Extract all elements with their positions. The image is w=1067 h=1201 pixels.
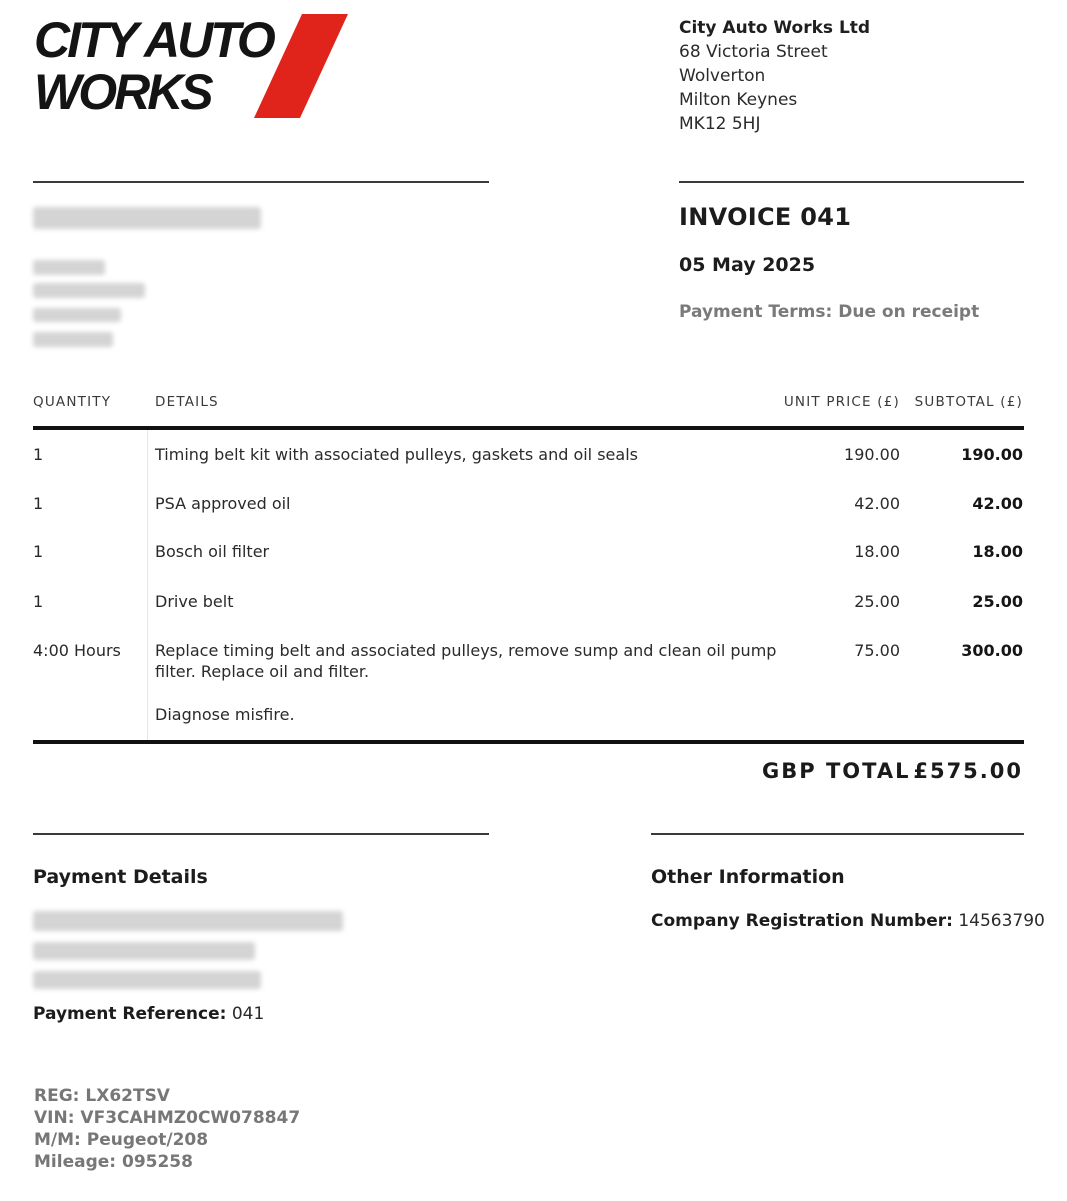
redacted-customer-address	[33, 283, 145, 298]
column-header-unit-price: UNIT PRICE (£)	[783, 394, 900, 410]
row-subtotal: 18.00	[972, 542, 1023, 561]
address-line: Wolverton	[679, 66, 766, 86]
address-line: Milton Keynes	[679, 90, 798, 110]
column-header-details: DETAILS	[155, 394, 219, 410]
row-details: PSA approved oil	[155, 494, 291, 513]
column-separator	[147, 430, 148, 742]
vehicle-reg: REG: LX62TSV	[34, 1086, 170, 1106]
company-registration	[651, 911, 1045, 931]
redacted-bank-details	[33, 942, 255, 960]
address-postcode: MK12 5HJ	[679, 114, 761, 134]
vehicle-mileage: Mileage: 095258	[34, 1152, 193, 1172]
column-header-quantity: QUANTITY	[33, 394, 112, 410]
row-subtotal: 42.00	[972, 494, 1023, 513]
company-registration-value: 14563790	[958, 911, 1045, 931]
divider	[33, 833, 489, 835]
row-unit-price: 190.00	[844, 445, 900, 464]
row-quantity: 4:00 Hours	[33, 641, 121, 660]
invoice-date: 05 May 2025	[679, 254, 816, 276]
payment-reference	[33, 1004, 264, 1024]
row-details-line: filter. Replace oil and filter.	[155, 662, 370, 681]
row-unit-price: 42.00	[854, 494, 900, 513]
address-line: 68 Victoria Street	[679, 42, 828, 62]
row-details-line: Replace timing belt and associated pulleys, remove sump and clean oil pump	[155, 641, 777, 660]
row-unit-price: 18.00	[854, 542, 900, 561]
divider	[33, 181, 489, 183]
invoice-title: INVOICE 041	[679, 203, 852, 231]
company-logo	[34, 14, 354, 122]
redacted-customer-name	[33, 207, 261, 229]
row-unit-price: 25.00	[854, 592, 900, 611]
row-details: Timing belt kit with associated pulleys, gaskets and oil seals	[155, 445, 638, 464]
row-quantity: 1	[33, 494, 44, 513]
payment-reference-label: Payment Reference:	[33, 1004, 227, 1024]
total-value: £575.00	[913, 759, 1023, 783]
table-header-rule	[33, 426, 1024, 430]
redacted-bank-details	[33, 971, 261, 989]
vehicle-vin: VIN: VF3CAHMZ0CW078847	[34, 1108, 301, 1128]
logo-wordmark	[34, 14, 273, 118]
column-header-subtotal: SUBTOTAL (£)	[914, 394, 1023, 410]
redacted-customer-address	[33, 308, 121, 322]
row-subtotal: 190.00	[961, 445, 1023, 464]
redacted-customer-address	[33, 260, 105, 275]
row-quantity: 1	[33, 592, 44, 611]
vehicle-make-model: M/M: Peugeot/208	[34, 1130, 209, 1150]
company-registration-label: Company Registration Number:	[651, 911, 953, 931]
logo-line-1: CITY AUTO	[34, 12, 273, 68]
logo-line-2: WORKS	[34, 64, 211, 120]
row-details-line: Diagnose misfire.	[155, 705, 295, 724]
payment-terms: Payment Terms: Due on receipt	[679, 302, 980, 322]
payment-details-heading: Payment Details	[33, 866, 208, 888]
other-information-heading: Other Information	[651, 866, 845, 888]
divider	[679, 181, 1024, 183]
row-quantity: 1	[33, 542, 44, 561]
total-label: GBP TOTAL	[762, 759, 911, 783]
row-unit-price: 75.00	[854, 641, 900, 660]
vehicle-info	[34, 1085, 300, 1173]
table-footer-rule	[33, 740, 1024, 744]
divider	[651, 833, 1024, 835]
row-quantity: 1	[33, 445, 44, 464]
redacted-customer-address	[33, 332, 113, 347]
row-subtotal: 25.00	[972, 592, 1023, 611]
row-subtotal: 300.00	[961, 641, 1023, 660]
row-details: Bosch oil filter	[155, 542, 270, 561]
company-name: City Auto Works Ltd	[679, 18, 871, 38]
row-details: Drive belt	[155, 592, 234, 611]
payment-reference-value: 041	[231, 1004, 265, 1024]
redacted-bank-details	[33, 911, 343, 931]
company-address-block	[679, 16, 870, 136]
